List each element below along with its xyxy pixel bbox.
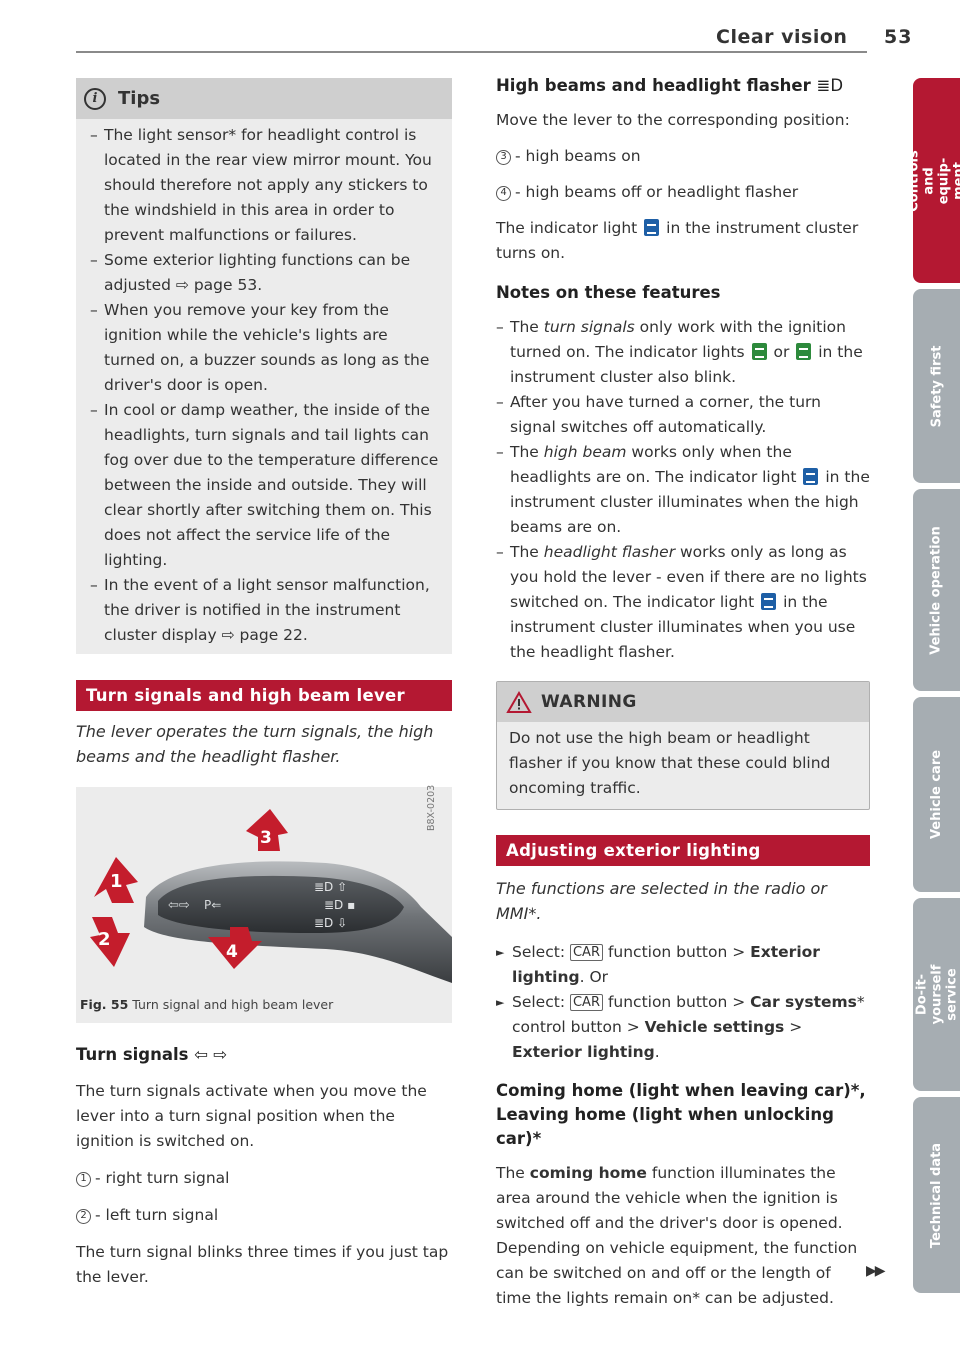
warning-box: [496, 681, 870, 810]
list-item-high-beams-off: 4 - high beams off or headlight flasher: [496, 180, 870, 205]
section-intro: The lever operates the turn signals, the high beams and the headlight flasher.: [76, 722, 434, 766]
subheading-text: Turn signals: [76, 1045, 189, 1064]
instruction-step-2: ► Select: CAR function button > Car systems* control button > Vehicle settings > Exterior lighting.: [496, 990, 870, 1065]
tab-label: Controls and equip- ment: [906, 149, 967, 212]
tab-vehicle-care[interactable]: [913, 697, 960, 892]
list-item-high-beams-on: 3 - high beams on: [496, 144, 870, 169]
tips-header: [76, 78, 452, 119]
paragraph: Move the lever to the corresponding position:: [496, 111, 850, 129]
left-turn-indicator-icon: [752, 343, 767, 360]
lever-illustration: [76, 784, 452, 1023]
tab-controls[interactable]: [906, 78, 967, 283]
list-item: – In the event of a light sensor malfunction, the driver is notified in the instrument cluster display ⇨ page 22.: [90, 573, 442, 648]
subheading-notes: Notes on these features: [496, 283, 721, 302]
header-rule: [76, 51, 867, 53]
list-item: – In cool or damp weather, the inside of the headlights, turn signals and tail lights can fog over due to the temperature difference between the inside and outside. They will clear shortly after switching them on. This does not affect the service life of the lighting.: [90, 398, 442, 573]
list-item: – The light sensor* for headlight control is located in the rear view mirror mount. You should therefore not apply any stickers to the windshield in this area in order to prevent malfunctions or failures.: [90, 123, 442, 248]
tips-title: Tips: [118, 88, 161, 109]
paragraph: The turn signals activate when you move the lever into a turn signal position when the ignition is switched on.: [76, 1082, 427, 1150]
tab-label: Vehicle care: [929, 749, 944, 840]
tab-label: Technical data: [929, 1142, 944, 1248]
list-item-right-turn: 1 - right turn signal: [76, 1166, 452, 1191]
info-icon: i: [84, 88, 106, 110]
numeral-2: 2: [76, 1209, 91, 1224]
callout-2-label: 2: [98, 929, 111, 950]
page-number: 53: [884, 26, 913, 48]
list-item: – The headlight flasher works only as long as you hold the lever - even if there are no lights switched on. The indicator light in the instrument cluster illuminates when you use the headlight flasher.: [496, 540, 870, 665]
list-item: – Some exterior lighting functions can be adjusted ⇨ page 53.: [90, 248, 442, 298]
high-beam-indicator-icon: [644, 219, 659, 236]
tab-label: Vehicle operation: [929, 525, 945, 655]
list-item: – After you have turned a corner, the turn signal switches off automatically.: [496, 390, 870, 440]
list-item: – When you remove your key from the ignition while the vehicle's lights are turned on, a buzzer sounds as long as the driver's door is open.: [90, 298, 442, 398]
warning-triangle-icon: [507, 692, 531, 713]
numeral-4: 4: [496, 186, 511, 201]
tab-label: Safety first: [929, 345, 945, 427]
callout-2: [90, 917, 130, 967]
car-key-button: CAR: [570, 994, 603, 1011]
list-item-left-turn: 2 - left turn signal: [76, 1203, 452, 1228]
callout-3-label: 3: [260, 828, 272, 848]
running-header-title: Clear vision: [716, 26, 848, 48]
svg-text:≣D ▪: ≣D ▪: [324, 898, 356, 912]
svg-text:≣D ⇩: ≣D ⇩: [314, 916, 348, 930]
callout-4-label: 4: [226, 942, 238, 962]
warning-title: WARNING: [541, 692, 637, 712]
list-item: – The high beam works only when the headlights are on. The indicator light in the instrument cluster illuminates when the high beams are on.: [496, 440, 870, 540]
subheading-turn-signals: [76, 1043, 452, 1067]
svg-text:⇦⇨: ⇦⇨: [168, 898, 190, 913]
subheading-coming-home: Coming home (light when leaving car)*, Leaving home (light when unlocking car)*: [496, 1081, 866, 1148]
warning-header: [497, 682, 869, 722]
notes-list: [496, 315, 870, 665]
right-turn-indicator-icon: [796, 343, 811, 360]
figure-caption-label: Fig. 55: [80, 997, 129, 1012]
paragraph: The turn signal blinks three times if you just tap the lever.: [76, 1243, 449, 1286]
callout-1-label: 1: [110, 871, 123, 892]
list-item: – The turn signals only work with the ignition turned on. The indicator lights or in the instrument cluster also blink.: [496, 315, 870, 390]
numeral-3: 3: [496, 150, 511, 165]
tab-safety-first[interactable]: [913, 289, 960, 483]
tips-box: [76, 78, 452, 654]
tips-list: [76, 119, 452, 654]
section-intro: The functions are selected in the radio or MMI*.: [496, 879, 827, 923]
instruction-step-1: ► Select: CAR function button > Exterior lighting. Or: [496, 940, 870, 990]
section-heading-adjusting: Adjusting exterior lighting: [496, 835, 870, 866]
paragraph-indicator: The indicator light in the instrument cluster turns on.: [496, 219, 859, 262]
tab-label: Do-it-yourself service: [914, 964, 960, 1025]
left-column: [76, 78, 452, 1290]
high-beam-indicator-icon: [803, 468, 818, 485]
numeral-1: 1: [76, 1172, 91, 1187]
figure-caption-text: Turn signal and high beam lever: [132, 997, 334, 1012]
figure-caption: [80, 997, 333, 1012]
continued-arrow-icon: ▶▶: [866, 1263, 884, 1279]
car-key-button: CAR: [570, 944, 603, 961]
callout-1: [94, 857, 138, 903]
figure-lever: [76, 784, 452, 1023]
subheading-high-beams: High beams and headlight flasher ≣D: [496, 76, 844, 95]
figure-code: B8X-0203: [426, 784, 437, 831]
warning-text: Do not use the high beam or headlight flasher if you know that these could blind oncoming traffic.: [509, 729, 831, 797]
high-beam-icon: ≣D: [816, 76, 844, 95]
tab-do-it-yourself[interactable]: [913, 898, 960, 1091]
paragraph-coming-home: The coming home function illuminates the area around the vehicle when the ignition is switched off and the driver's door is opened. Depending on vehicle equipment, the function can be switched on and off or the length of time the lights remain on* can be adjusted.: [496, 1164, 858, 1307]
high-beam-indicator-icon: [761, 593, 776, 610]
callout-3: [246, 809, 288, 851]
tab-technical-data[interactable]: [913, 1097, 960, 1293]
turn-arrows-icon: ⇦ ⇨: [194, 1045, 228, 1064]
section-heading-turn-signals: Turn signals and high beam lever: [76, 680, 452, 711]
svg-text:P⇐: P⇐: [204, 898, 222, 912]
svg-text:≣D ⇧: ≣D ⇧: [314, 880, 348, 894]
tab-vehicle-operation[interactable]: [913, 489, 960, 691]
right-column: [496, 74, 870, 1311]
